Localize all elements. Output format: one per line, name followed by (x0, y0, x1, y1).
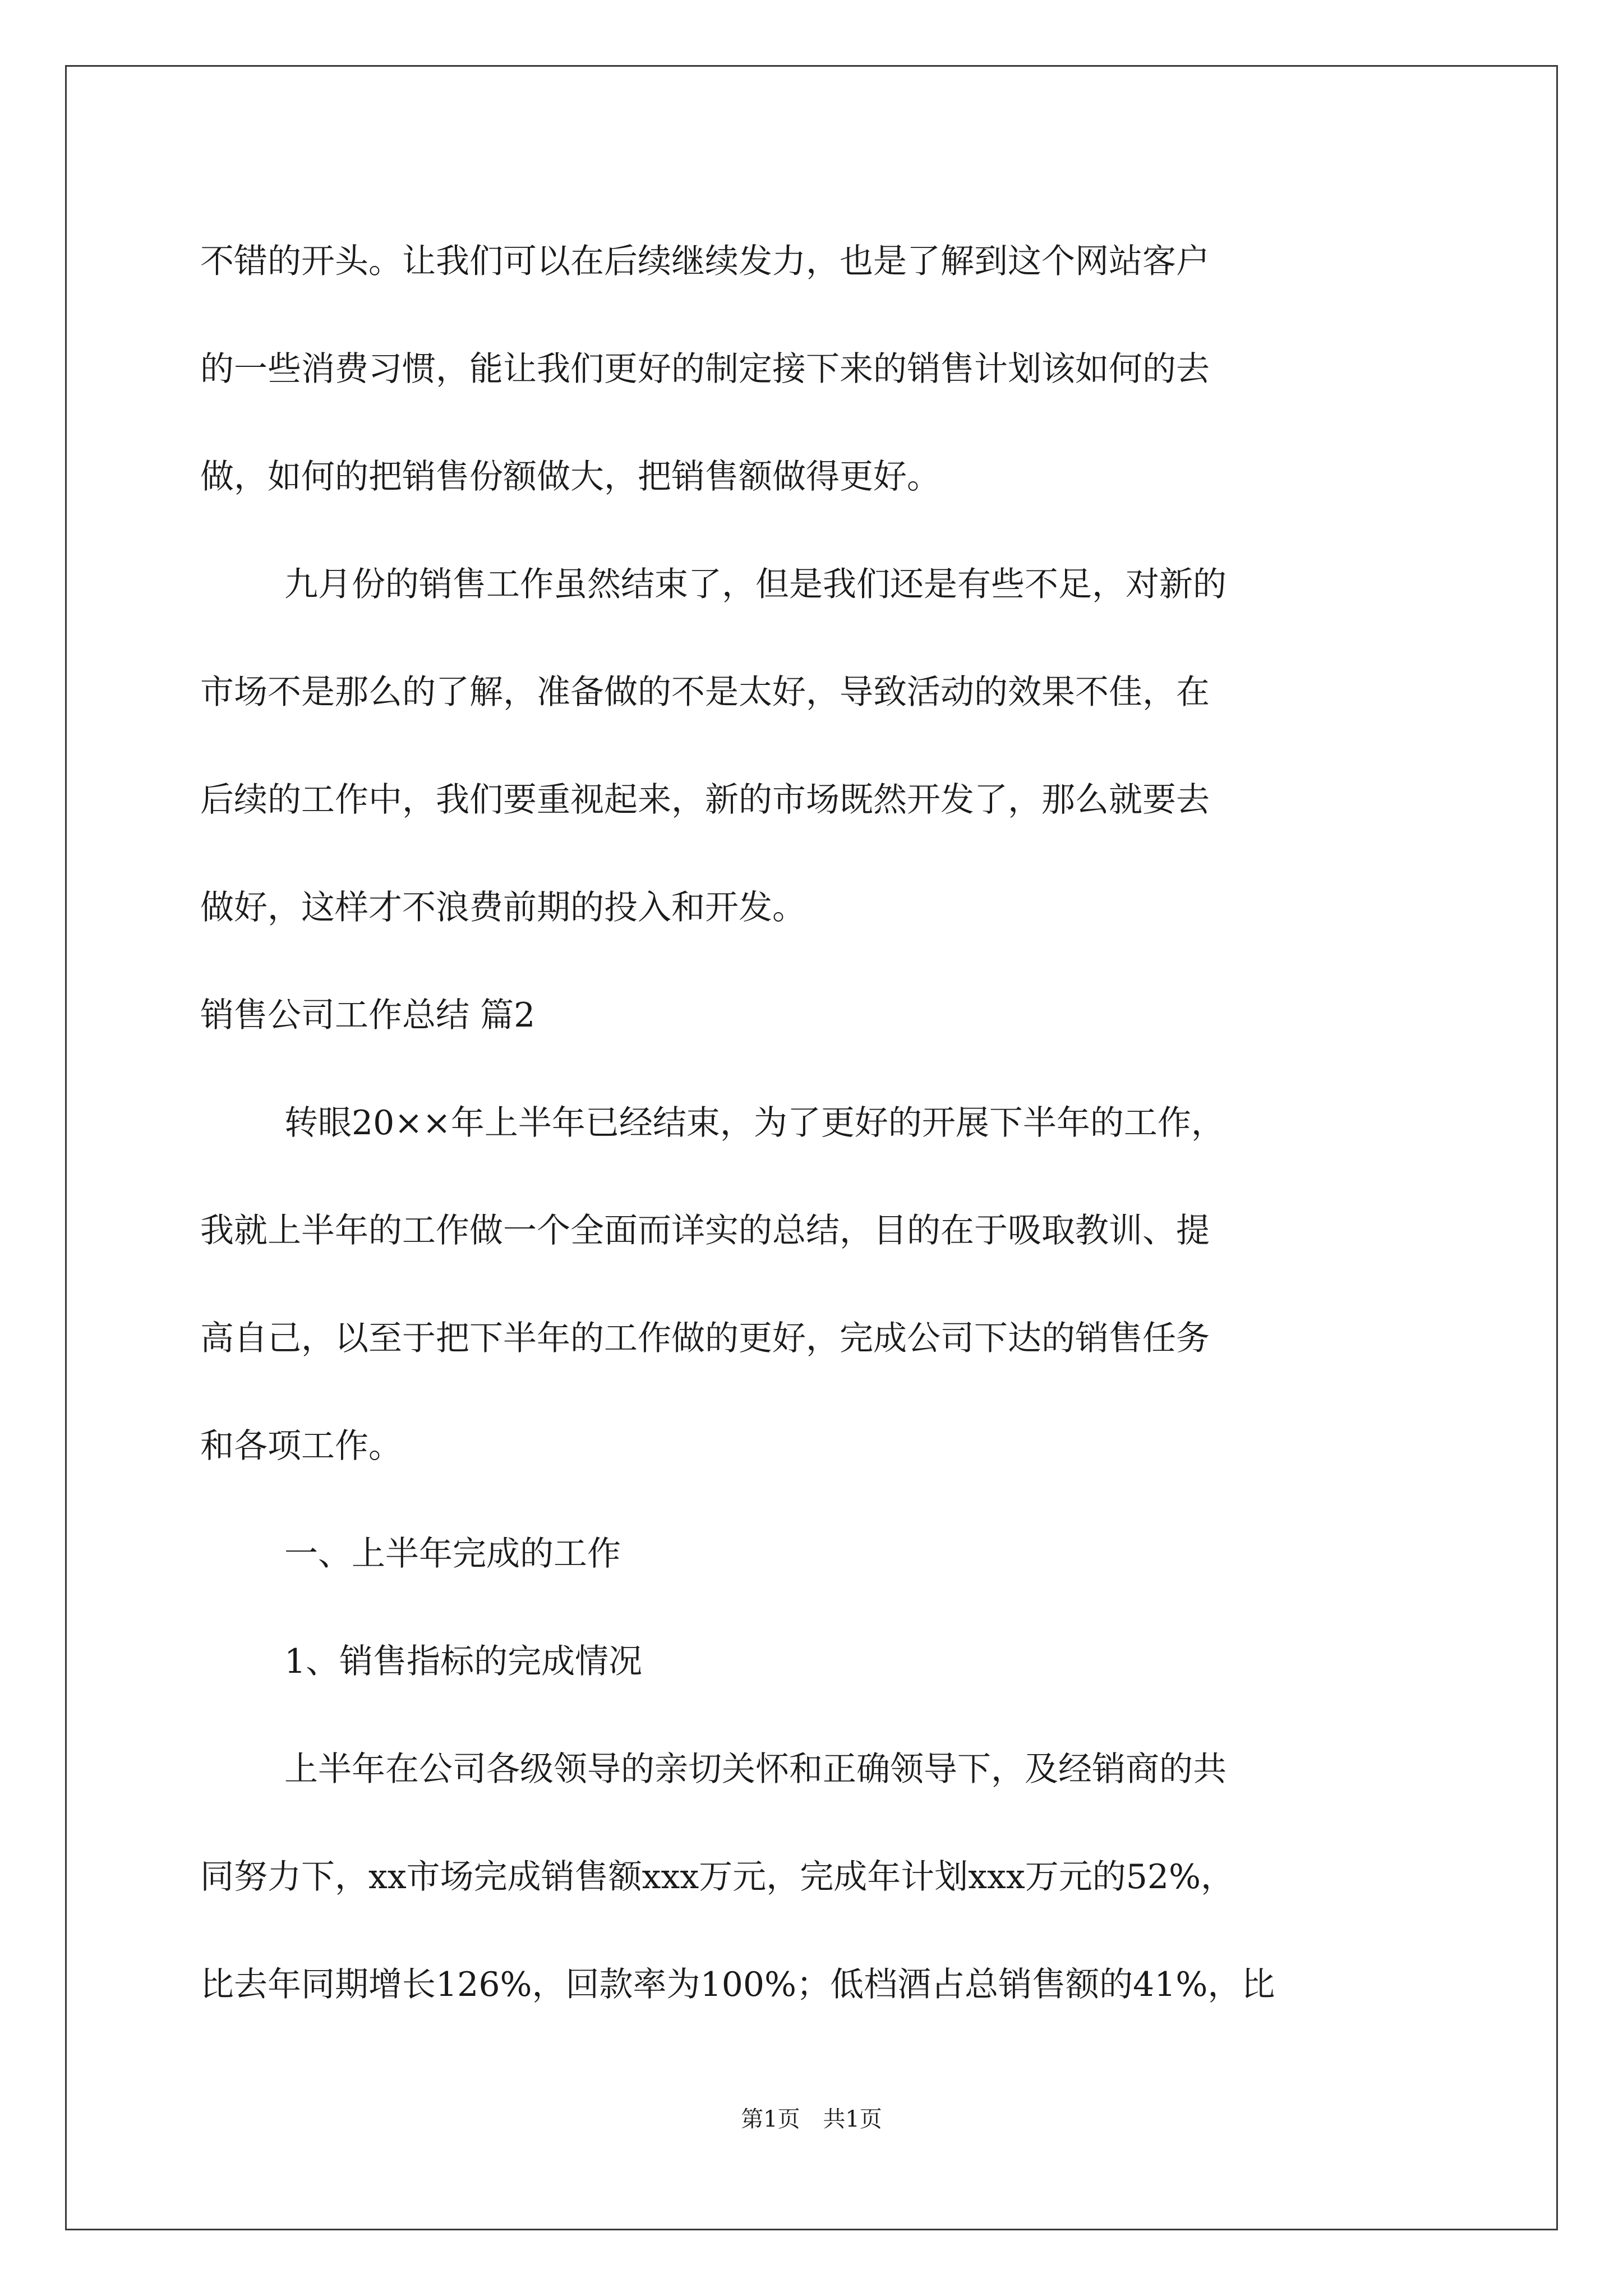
section-heading: 销售公司工作总结 篇2 (200, 996, 536, 1035)
body-line: 同努力下，xx市场完成销售额xxx万元，完成年计划xxx万元的52%， (200, 1857, 1235, 1897)
body-line: 做，如何的把销售份额做大，把销售额做得更好。 (200, 457, 940, 496)
body-line: 不错的开头。让我们可以在后续继续发力，也是了解到这个网站客户 (200, 242, 1210, 281)
body-line: 上半年在公司各级领导的亲切关怀和正确领导下，及经销商的共 (284, 1750, 1227, 1789)
body-line: 九月份的销售工作虽然结束了，但是我们还是有些不足，对新的 (284, 565, 1227, 604)
body-line: 市场不是那么的了解，准备做的不是太好，导致活动的效果不佳，在 (200, 673, 1210, 712)
body-line: 的一些消费习惯，能让我们更好的制定接下来的销售计划该如何的去 (200, 349, 1210, 389)
page-total: 共1页 (823, 2106, 882, 2132)
body-line: 转眼20××年上半年已经结束，为了更好的开展下半年的工作， (284, 1103, 1225, 1143)
body-line: 比去年同期增长126%，回款率为100%；低档酒占总销售额的41%，比 (200, 1965, 1275, 2004)
page-footer (0, 2102, 1623, 2136)
page-number: 第1页 (741, 2106, 800, 2132)
document-body (200, 208, 1445, 2039)
subheading: 一、上半年完成的工作 (284, 1534, 621, 1573)
body-line: 和各项工作。 (200, 1427, 402, 1466)
body-line: 我就上半年的工作做一个全面而详实的总结，目的在于吸取教训、提 (200, 1211, 1210, 1250)
body-line: 高自己，以至于把下半年的工作做的更好，完成公司下达的销售任务 (200, 1319, 1210, 1358)
subheading: 1、销售指标的完成情况 (284, 1642, 643, 1681)
body-line: 后续的工作中，我们要重视起来，新的市场既然开发了，那么就要去 (200, 780, 1210, 820)
body-line: 做好，这样才不浪费前期的投入和开发。 (200, 888, 806, 927)
